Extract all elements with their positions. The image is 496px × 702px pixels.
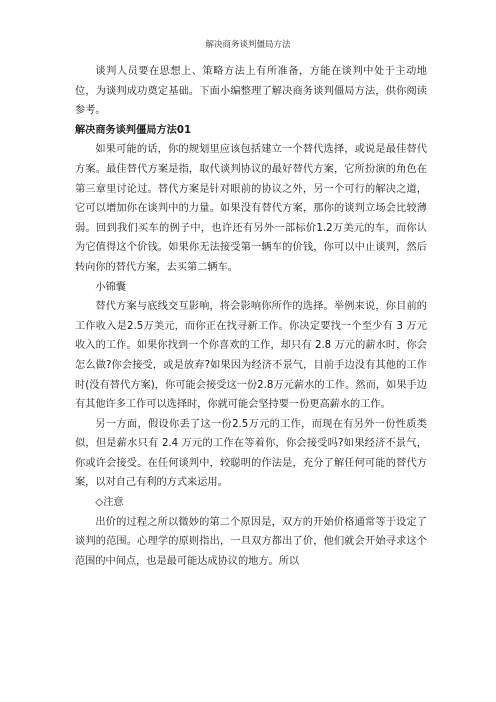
tip-label: 小锦囊 [95, 281, 126, 293]
section-heading: 解决商务谈判僵局方法01 [75, 124, 192, 136]
note-label: ◇注意 [95, 497, 124, 509]
paragraph-bottom-line: 替代方案与底线交互影响，将会影响你所作的选择。举例来说，你目前的工作收入是2.5万美元，而你正在找寻新工作。你决定要找一个至少有 3 万元收入的工作。如果你找到一个你喜欢的工作，却只有 2.8 万元的薪水时，你会怎么做?你会接受，或是放弃?如果因为经济不景气，目前手边没有其他的工作时(没有替代方案)，你可能会接受这一份2.8万元薪水的工作。然而，如果手边有其他许多工作可以选择时，你就可能会坚持要一份更高薪水的工作。 [75, 301, 427, 411]
paragraph-other-hand: 另一方面，假设你丢了这一份2.5万元的工作，而现在有另外一份性质类似，但是薪水只有 2.4 万元的工作在等着你，你会接受吗?如果经济不景气，你或许会接受。在任何谈判中，较聪明的作法是，充分了解任何可能的替代方案，以对自己有利的方式来运用。 [75, 418, 427, 489]
paragraph-alternatives: 如果可能的话，你的规划里应该包括建立一个替代选择，或说是最佳替代方案。最佳替代方案是指，取代谈判协议的最好替代方案，它所扮演的角色在第三章里讨论过。替代方案是针对眼前的协议之外，另一个可行的解决之道，它可以增加你在谈判中的力量。如果没有替代方案，那你的谈判立场会比较薄弱。回到我们买车的例子中，也许还有另外一部标价1.2万美元的车，而你认为它值得这个价钱。如果你无法接受第一辆车的价钱，你可以中止谈判，然后转向你的替代方案，去买第二辆车。 [75, 144, 427, 273]
document-body [75, 62, 427, 571]
paragraph-offer: 出价的过程之所以微妙的第二个原因是，双方的开始价格通常等于设定了谈判的范围。心理学的原则指出，一旦双方都出了价，他们就会开始寻求这个范围的中间点，也是最可能达成协议的地方。所以 [75, 516, 427, 567]
document-title: 解决商务谈判僵局方法 [205, 40, 291, 50]
intro-paragraph: 谈判人员要在思想上、策略方法上有所准备，方能在谈判中处于主动地位，为谈判成功奠定基础。下面小编整理了解决商务谈判僵局方法，供你阅读参考。 [75, 66, 427, 117]
